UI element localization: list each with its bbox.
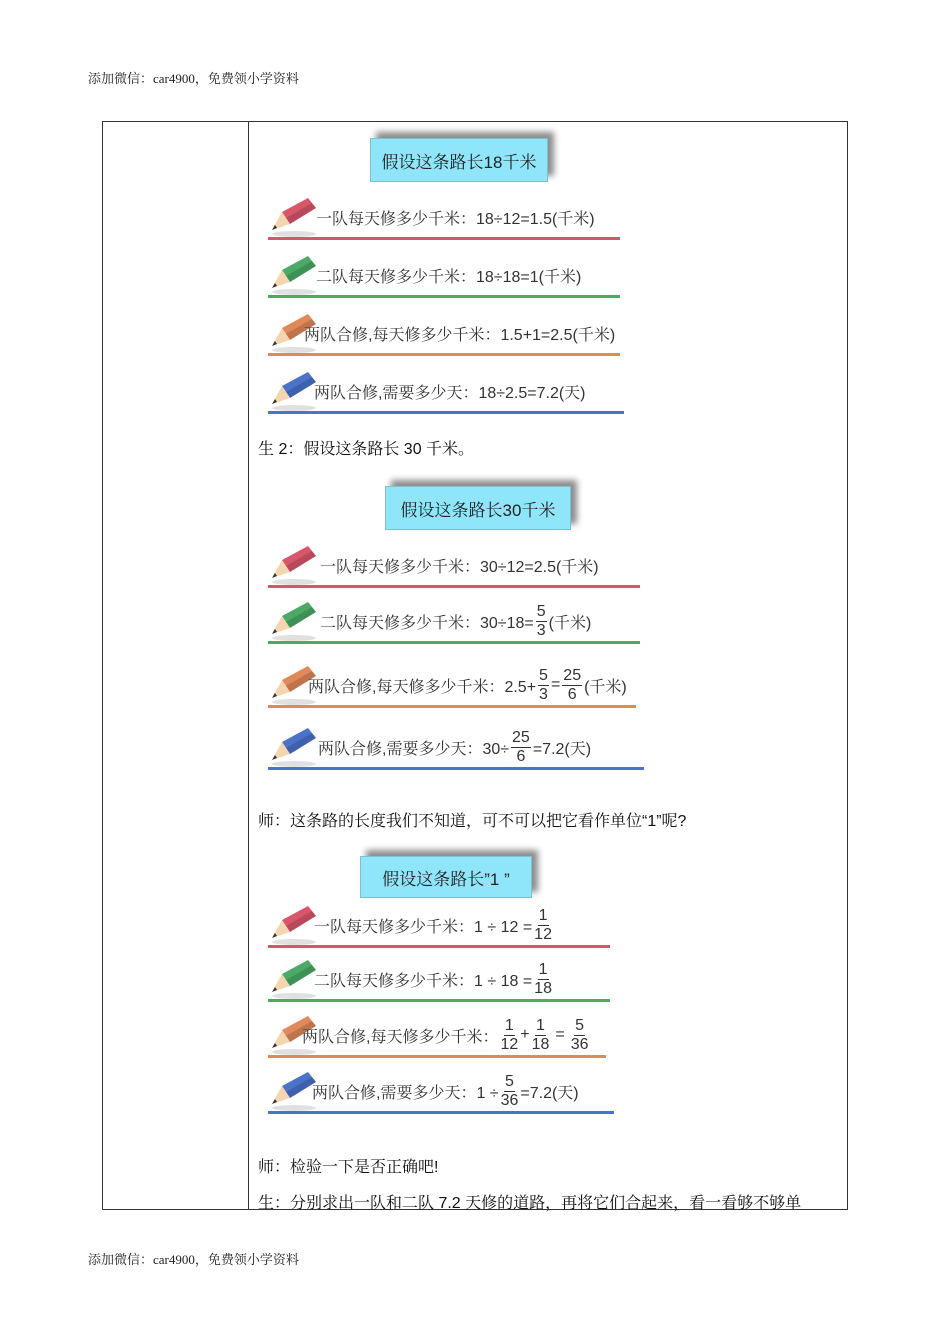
section2-row-3-suffix: (千米) [584,678,627,696]
plus-sign: + [520,1026,530,1043]
blue-underline [268,1111,614,1114]
fraction [511,730,531,765]
section1-title-box: 假设这条路长18千米 [370,138,548,182]
section1-row-1-text: 一队每天修多少千米：18÷12=1.5(千米) [316,210,595,228]
red-underline [268,945,610,948]
fraction-denominator: 3 [539,685,548,703]
green-underline [268,295,620,298]
fraction-denominator: 12 [534,925,552,943]
green-pencil-icon [264,254,320,296]
section3-row-3-text [302,1016,591,1053]
section2-row-3-text [308,666,627,703]
section3-row-1-prefix: 一队每天修多少千米：1 ÷ 12 = [314,918,533,936]
section2-row-3-prefix: 两队合修,每天修多少千米：2.5+ [308,678,537,696]
fraction-numerator: 1 [538,960,548,978]
section2-row-4-prefix: 两队合修,需要多少天：30÷ [318,740,510,758]
red-pencil-icon [264,544,320,586]
fraction-numerator: 1 [538,906,548,924]
orange-underline [268,353,620,356]
section2-row-4-text [318,728,592,765]
fraction-denominator: 18 [534,979,552,997]
section2-row-1-text: 一队每天修多少千米：30÷12=2.5(千米) [320,558,599,576]
section3-row-4-text [312,1072,579,1109]
section2-title-box: 假设这条路长30千米 [385,486,571,530]
fraction-numerator: 1 [504,1016,514,1034]
student-answer-line: 生：分别求出一队和二队 7.2 天修的道路，再将它们合起来，看一看够不够单 [258,1195,802,1212]
section2-row-2-prefix: 二队每天修多少千米：30÷18= [320,614,534,632]
green-pencil-icon [264,958,320,1000]
section3-row-2-prefix: 二队每天修多少千米：1 ÷ 18 = [314,972,533,990]
section2-row-2 [264,600,644,644]
fraction [532,1018,550,1053]
section3-row-2 [264,958,614,1002]
section3-row-4-prefix: 两队合修,需要多少天：1 ÷ [312,1084,499,1102]
section2-row-2-text [320,602,592,639]
section3-row-3-prefix: 两队合修,每天修多少千米： [302,1028,499,1046]
fraction-numerator: 25 [563,666,582,684]
fraction [562,668,582,703]
fraction [571,1018,589,1053]
fraction [536,604,547,639]
orange-underline [268,705,636,708]
section3-row-3 [264,1014,614,1058]
fraction [501,1074,519,1109]
section2-row-1 [264,544,644,588]
section1-row-4 [264,370,624,414]
section3-row-4-suffix: =7.2(天) [520,1084,579,1102]
fraction-denominator: 18 [531,1035,550,1053]
section2-row-4-suffix: =7.2(天) [532,740,592,758]
blue-pencil-icon [264,726,320,768]
section2-row-4 [264,726,644,770]
fraction-denominator: 36 [500,1091,519,1109]
green-underline [268,641,640,644]
teacher-question-line: 师：这条路的长度我们不知道，可不可以把它看作单位“1”呢? [258,813,687,830]
student2-line: 生 2：假设这条路长 30 千米。 [258,441,475,458]
section3-row-1 [264,904,614,948]
blue-underline [268,767,644,770]
fraction [538,668,549,703]
section1-row-3-text: 两队合修,每天修多少千米：1.5+1=2.5(千米) [304,326,616,344]
section3-row-4 [264,1070,616,1114]
green-pencil-icon [264,600,320,642]
section3-title-box: 假设这条路长”1 ” [360,856,532,898]
fraction [500,1018,518,1053]
fraction-numerator: 5 [539,666,548,684]
equals-sign: = [550,676,561,693]
fraction-denominator: 6 [516,747,526,765]
blue-pencil-icon [264,370,320,412]
red-pencil-icon [264,196,320,238]
fraction-numerator: 25 [512,728,530,746]
teacher-check-line: 师：检验一下是否正确吧! [258,1159,439,1176]
fraction [534,962,552,997]
fraction-denominator: 3 [536,621,546,639]
fraction [534,908,552,943]
blue-underline [268,411,624,414]
equals-sign: = [555,1026,565,1043]
green-underline [268,999,610,1002]
section1-row-2-text: 二队每天修多少千米：18÷18=1(千米) [316,268,582,286]
section3-row-1-text [314,906,554,943]
fraction-denominator: 12 [500,1035,519,1053]
fraction-numerator: 5 [505,1072,514,1090]
footer-note: 添加微信：car4900，免费领小学资料 [88,1252,299,1267]
fraction-denominator: 6 [567,685,577,703]
section2-row-2-suffix: (千米) [548,614,592,632]
section1-row-3 [264,312,624,356]
section1-row-4-text: 两队合修,需要多少天：18÷2.5=7.2(天) [314,384,586,402]
red-underline [268,585,640,588]
header-note: 添加微信：car4900，免费领小学资料 [88,71,299,86]
orange-underline [268,1055,606,1058]
fraction-numerator: 5 [575,1016,585,1034]
section2-row-3 [264,664,644,708]
section3-row-2-text [314,960,554,997]
section1-row-2 [264,254,624,298]
fraction-numerator: 1 [536,1016,545,1034]
red-underline [268,237,620,240]
section1-row-1 [264,196,624,240]
table-column-divider [248,121,249,1210]
fraction-numerator: 5 [536,602,546,620]
red-pencil-icon [264,904,320,946]
fraction-denominator: 36 [570,1035,589,1053]
